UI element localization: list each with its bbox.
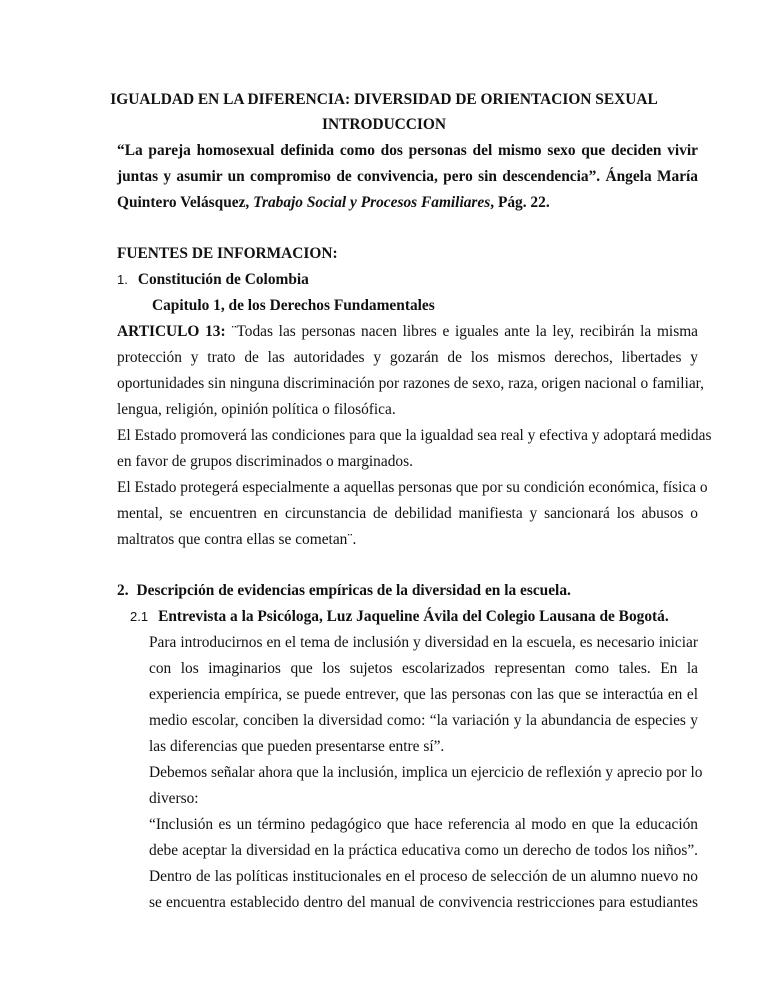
list-item-descripcion: 2. Descripción de evidencias empíricas de la diversidad en la escuela.	[117, 582, 571, 599]
section-heading-introduccion: INTRODUCCION	[322, 116, 446, 133]
document-title: IGUALDAD EN LA DIFERENCIA: DIVERSIDAD DE ORIENTACION SEXUAL	[110, 91, 658, 108]
article-line: ARTICULO 13: ¨Todas las personas nacen libres e iguales ante la ley, recibirán la misma	[117, 323, 698, 340]
chapter-heading: Capitulo 1, de los Derechos Fundamentales	[152, 297, 435, 314]
list-item-entrevista: 2.1 Entrevista a la Psicóloga, Luz Jaqueline Ávila del Colegio Lausana de Bogotá.	[130, 608, 669, 625]
article-line: protección y trato de las autoridades y gozarán de los mismos derechos, libertades y	[117, 349, 698, 366]
body-line: Para introducirnos en el tema de inclusión y diversidad en la escuela, es necesario iniciar	[149, 634, 698, 651]
body-line: experiencia empírica, se puede entrever, que las personas con las que se interactúa en el	[149, 686, 698, 703]
body-line: Dentro de las políticas institucionales en el proceso de selección de un alumno nuevo no	[149, 868, 698, 885]
sources-heading: FUENTES DE INFORMACION:	[117, 245, 338, 262]
body-line: con los imaginarios que los sujetos escolarizados representan como tales. En la	[149, 660, 698, 677]
book-title: Trabajo Social y Procesos Familiares	[253, 194, 491, 211]
body-line: Debemos señalar ahora que la inclusión, implica un ejercicio de reflexión y aprecio por lo	[149, 764, 703, 781]
article-line: oportunidades sin ninguna discriminación por razones de sexo, raza, origen nacional o familiar,	[117, 375, 705, 392]
list-item-constitucion: 1. Constitución de Colombia	[117, 271, 309, 288]
quote-line: “La pareja homosexual definida como dos personas del mismo sexo que deciden vivir	[117, 142, 698, 159]
article-line: maltratos que contra ellas se cometan¨.	[117, 531, 357, 548]
article-line: El Estado protegerá especialmente a aquellas personas que por su condición económica, física o	[117, 479, 708, 496]
article-label: ARTICULO 13:	[117, 323, 226, 340]
article-line: lengua, religión, opinión política o filosófica.	[117, 401, 396, 418]
quote-citation: Quintero Velásquez, Trabajo Social y Procesos Familiares, Pág. 22.	[117, 194, 550, 211]
body-line: las diferencias que pueden presentarse entre sí”.	[149, 738, 445, 755]
article-line: mental, se encuentren en circunstancia de debilidad manifiesta y sancionará los abusos o	[117, 505, 698, 522]
quote-line: juntas y asumir un compromiso de convivencia, pero sin descendencia”. Ángela María	[117, 168, 698, 185]
article-line: en favor de grupos discriminados o marginados.	[117, 453, 413, 470]
body-line: “Inclusión es un término pedagógico que hace referencia al modo en que la educación	[149, 816, 698, 833]
body-line: se encuentra establecido dentro del manual de convivencia restricciones para estudiantes	[149, 894, 698, 911]
body-line: medio escolar, conciben la diversidad como: “la variación y la abundancia de especies y	[149, 712, 698, 729]
article-line: El Estado promoverá las condiciones para que la igualdad sea real y efectiva y adoptará medidas	[117, 427, 712, 444]
body-line: diverso:	[149, 790, 199, 807]
body-line: debe aceptar la diversidad en la práctica educativa como un derecho de todos los niños”.	[149, 842, 698, 859]
